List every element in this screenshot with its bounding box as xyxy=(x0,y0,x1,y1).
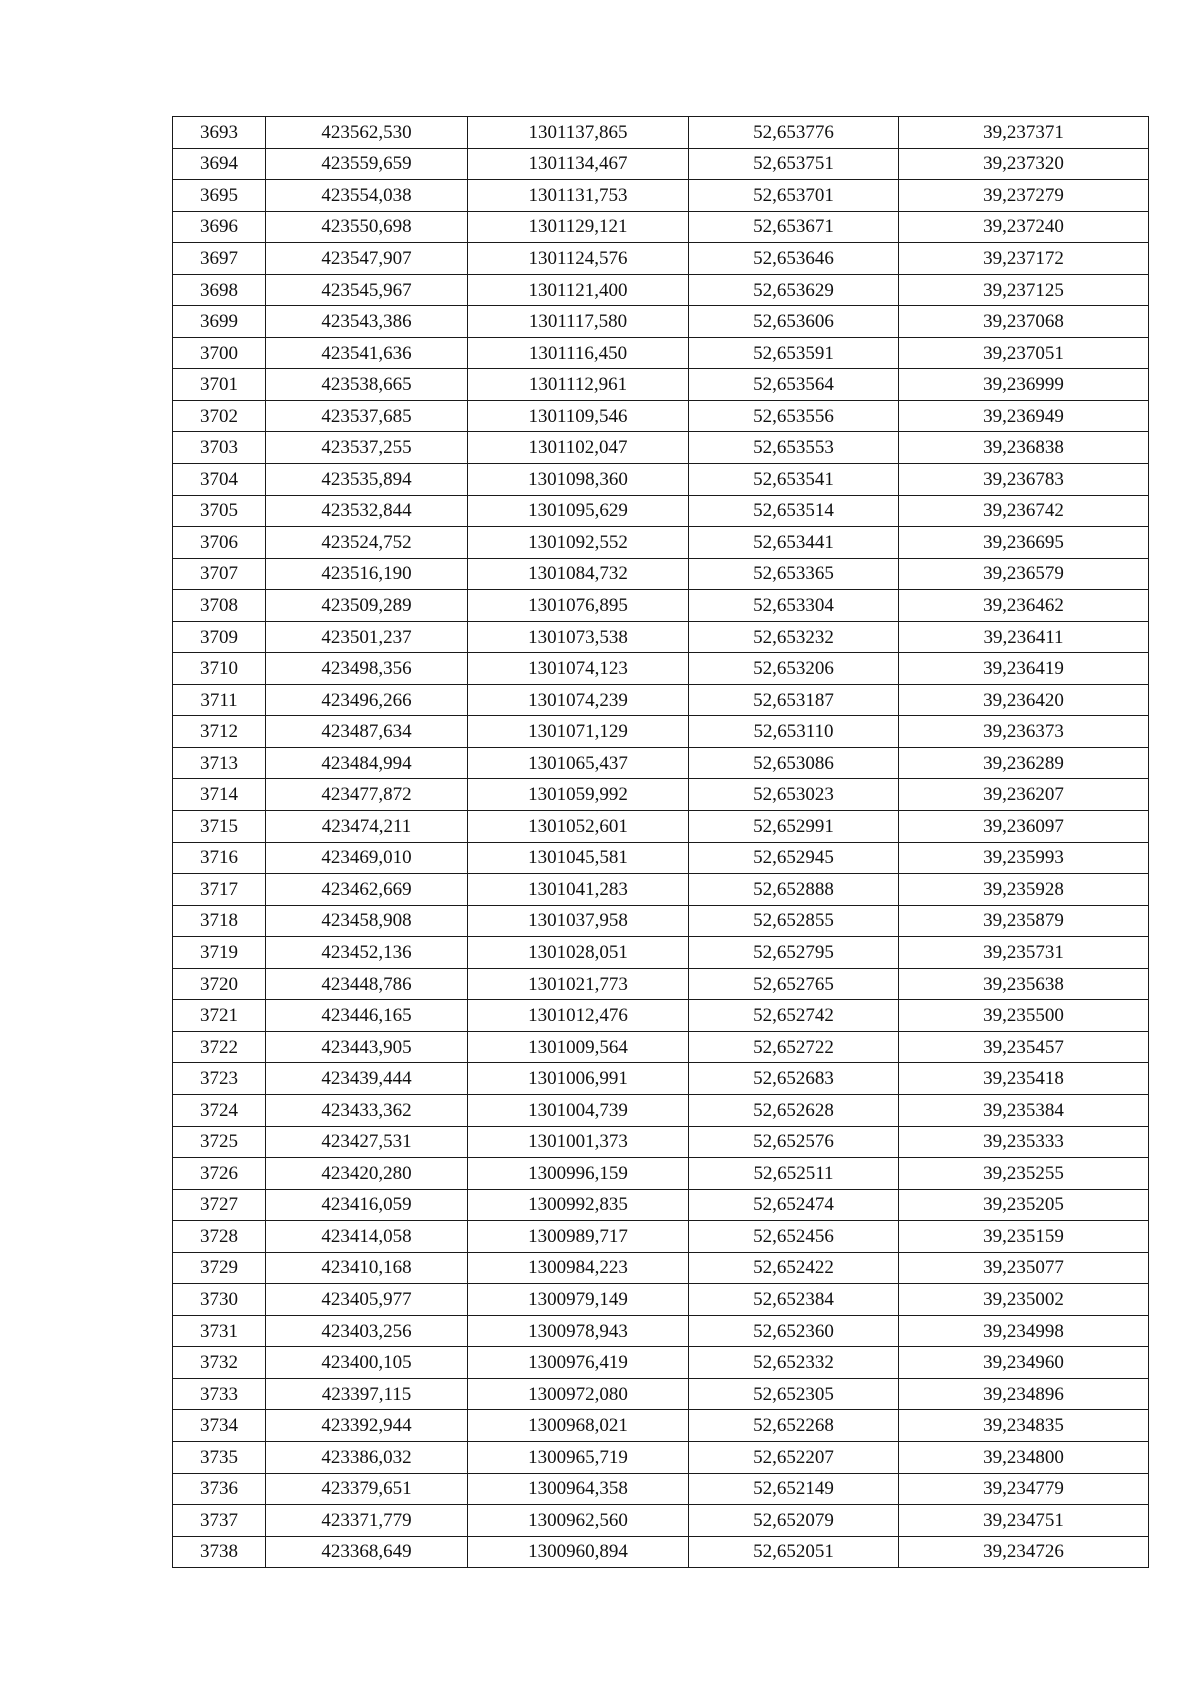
point-number-cell: 3737 xyxy=(173,1505,266,1537)
table-row xyxy=(173,968,1149,1000)
x-coordinate-cell: 423443,905 xyxy=(266,1031,468,1063)
table-row xyxy=(173,274,1149,306)
y-coordinate-cell: 1301092,552 xyxy=(468,527,689,559)
longitude-cell: 39,236289 xyxy=(899,747,1149,779)
point-number-cell: 3735 xyxy=(173,1441,266,1473)
longitude-cell: 39,236373 xyxy=(899,716,1149,748)
longitude-cell: 39,237068 xyxy=(899,306,1149,338)
point-number-cell: 3728 xyxy=(173,1221,266,1253)
y-coordinate-cell: 1301065,437 xyxy=(468,747,689,779)
longitude-cell: 39,237172 xyxy=(899,243,1149,275)
table-row xyxy=(173,747,1149,779)
x-coordinate-cell: 423386,032 xyxy=(266,1441,468,1473)
latitude-cell: 52,652456 xyxy=(689,1221,899,1253)
table-row xyxy=(173,1347,1149,1379)
table-row xyxy=(173,684,1149,716)
latitude-cell: 52,653441 xyxy=(689,527,899,559)
latitude-cell: 52,652149 xyxy=(689,1473,899,1505)
longitude-cell: 39,235002 xyxy=(899,1284,1149,1316)
y-coordinate-cell: 1300989,717 xyxy=(468,1221,689,1253)
table-row xyxy=(173,842,1149,874)
longitude-cell: 39,236949 xyxy=(899,400,1149,432)
point-number-cell: 3733 xyxy=(173,1378,266,1410)
latitude-cell: 52,652051 xyxy=(689,1536,899,1568)
y-coordinate-cell: 1301109,546 xyxy=(468,400,689,432)
latitude-cell: 52,653232 xyxy=(689,621,899,653)
y-coordinate-cell: 1300976,419 xyxy=(468,1347,689,1379)
x-coordinate-cell: 423400,105 xyxy=(266,1347,468,1379)
y-coordinate-cell: 1300984,223 xyxy=(468,1252,689,1284)
table-row xyxy=(173,180,1149,212)
y-coordinate-cell: 1301116,450 xyxy=(468,337,689,369)
longitude-cell: 39,235384 xyxy=(899,1094,1149,1126)
point-number-cell: 3695 xyxy=(173,180,266,212)
y-coordinate-cell: 1301009,564 xyxy=(468,1031,689,1063)
latitude-cell: 52,652888 xyxy=(689,874,899,906)
latitude-cell: 52,652384 xyxy=(689,1284,899,1316)
point-number-cell: 3715 xyxy=(173,811,266,843)
y-coordinate-cell: 1301071,129 xyxy=(468,716,689,748)
longitude-cell: 39,234726 xyxy=(899,1536,1149,1568)
y-coordinate-cell: 1301074,123 xyxy=(468,653,689,685)
y-coordinate-cell: 1301045,581 xyxy=(468,842,689,874)
point-number-cell: 3711 xyxy=(173,684,266,716)
latitude-cell: 52,653023 xyxy=(689,779,899,811)
point-number-cell: 3722 xyxy=(173,1031,266,1063)
table-row xyxy=(173,1315,1149,1347)
x-coordinate-cell: 423509,289 xyxy=(266,590,468,622)
latitude-cell: 52,652628 xyxy=(689,1094,899,1126)
y-coordinate-cell: 1301041,283 xyxy=(468,874,689,906)
longitude-cell: 39,235333 xyxy=(899,1126,1149,1158)
point-number-cell: 3701 xyxy=(173,369,266,401)
y-coordinate-cell: 1300992,835 xyxy=(468,1189,689,1221)
table-row xyxy=(173,400,1149,432)
point-number-cell: 3725 xyxy=(173,1126,266,1158)
latitude-cell: 52,652268 xyxy=(689,1410,899,1442)
y-coordinate-cell: 1300978,943 xyxy=(468,1315,689,1347)
point-number-cell: 3736 xyxy=(173,1473,266,1505)
x-coordinate-cell: 423537,685 xyxy=(266,400,468,432)
y-coordinate-cell: 1301012,476 xyxy=(468,1000,689,1032)
point-number-cell: 3732 xyxy=(173,1347,266,1379)
x-coordinate-cell: 423562,530 xyxy=(266,117,468,149)
coordinates-table-body xyxy=(173,117,1149,1568)
y-coordinate-cell: 1301095,629 xyxy=(468,495,689,527)
point-number-cell: 3700 xyxy=(173,337,266,369)
longitude-cell: 39,234960 xyxy=(899,1347,1149,1379)
latitude-cell: 52,652765 xyxy=(689,968,899,1000)
point-number-cell: 3696 xyxy=(173,211,266,243)
y-coordinate-cell: 1300965,719 xyxy=(468,1441,689,1473)
y-coordinate-cell: 1301137,865 xyxy=(468,117,689,149)
point-number-cell: 3712 xyxy=(173,716,266,748)
table-row xyxy=(173,1189,1149,1221)
latitude-cell: 52,652079 xyxy=(689,1505,899,1537)
table-row xyxy=(173,558,1149,590)
table-row xyxy=(173,1536,1149,1568)
latitude-cell: 52,653553 xyxy=(689,432,899,464)
table-row xyxy=(173,1000,1149,1032)
y-coordinate-cell: 1300979,149 xyxy=(468,1284,689,1316)
x-coordinate-cell: 423416,059 xyxy=(266,1189,468,1221)
longitude-cell: 39,236579 xyxy=(899,558,1149,590)
latitude-cell: 52,652991 xyxy=(689,811,899,843)
longitude-cell: 39,234896 xyxy=(899,1378,1149,1410)
longitude-cell: 39,236419 xyxy=(899,653,1149,685)
x-coordinate-cell: 423397,115 xyxy=(266,1378,468,1410)
x-coordinate-cell: 423496,266 xyxy=(266,684,468,716)
longitude-cell: 39,236411 xyxy=(899,621,1149,653)
point-number-cell: 3699 xyxy=(173,306,266,338)
point-number-cell: 3704 xyxy=(173,464,266,496)
point-number-cell: 3713 xyxy=(173,747,266,779)
x-coordinate-cell: 423458,908 xyxy=(266,905,468,937)
longitude-cell: 39,236097 xyxy=(899,811,1149,843)
latitude-cell: 52,652855 xyxy=(689,905,899,937)
y-coordinate-cell: 1301006,991 xyxy=(468,1063,689,1095)
latitude-cell: 52,652474 xyxy=(689,1189,899,1221)
longitude-cell: 39,235418 xyxy=(899,1063,1149,1095)
x-coordinate-cell: 423427,531 xyxy=(266,1126,468,1158)
y-coordinate-cell: 1301102,047 xyxy=(468,432,689,464)
x-coordinate-cell: 423559,659 xyxy=(266,148,468,180)
point-number-cell: 3730 xyxy=(173,1284,266,1316)
latitude-cell: 52,653751 xyxy=(689,148,899,180)
longitude-cell: 39,236742 xyxy=(899,495,1149,527)
latitude-cell: 52,653110 xyxy=(689,716,899,748)
y-coordinate-cell: 1301052,601 xyxy=(468,811,689,843)
table-row xyxy=(173,590,1149,622)
table-row xyxy=(173,527,1149,559)
longitude-cell: 39,236207 xyxy=(899,779,1149,811)
longitude-cell: 39,237279 xyxy=(899,180,1149,212)
table-row xyxy=(173,874,1149,906)
table-row xyxy=(173,337,1149,369)
latitude-cell: 52,653304 xyxy=(689,590,899,622)
latitude-cell: 52,653206 xyxy=(689,653,899,685)
latitude-cell: 52,653365 xyxy=(689,558,899,590)
x-coordinate-cell: 423452,136 xyxy=(266,937,468,969)
x-coordinate-cell: 423487,634 xyxy=(266,716,468,748)
y-coordinate-cell: 1301129,121 xyxy=(468,211,689,243)
point-number-cell: 3738 xyxy=(173,1536,266,1568)
y-coordinate-cell: 1300972,080 xyxy=(468,1378,689,1410)
y-coordinate-cell: 1301037,958 xyxy=(468,905,689,937)
point-number-cell: 3723 xyxy=(173,1063,266,1095)
latitude-cell: 52,653776 xyxy=(689,117,899,149)
latitude-cell: 52,653556 xyxy=(689,400,899,432)
x-coordinate-cell: 423462,669 xyxy=(266,874,468,906)
table-row xyxy=(173,1158,1149,1190)
longitude-cell: 39,235255 xyxy=(899,1158,1149,1190)
table-row xyxy=(173,716,1149,748)
table-row xyxy=(173,1441,1149,1473)
x-coordinate-cell: 423501,237 xyxy=(266,621,468,653)
point-number-cell: 3693 xyxy=(173,117,266,149)
point-number-cell: 3718 xyxy=(173,905,266,937)
x-coordinate-cell: 423420,280 xyxy=(266,1158,468,1190)
longitude-cell: 39,235993 xyxy=(899,842,1149,874)
point-number-cell: 3727 xyxy=(173,1189,266,1221)
latitude-cell: 52,653606 xyxy=(689,306,899,338)
x-coordinate-cell: 423484,994 xyxy=(266,747,468,779)
y-coordinate-cell: 1301098,360 xyxy=(468,464,689,496)
x-coordinate-cell: 423403,256 xyxy=(266,1315,468,1347)
longitude-cell: 39,236462 xyxy=(899,590,1149,622)
point-number-cell: 3710 xyxy=(173,653,266,685)
x-coordinate-cell: 423469,010 xyxy=(266,842,468,874)
y-coordinate-cell: 1301021,773 xyxy=(468,968,689,1000)
table-row xyxy=(173,1031,1149,1063)
y-coordinate-cell: 1301004,739 xyxy=(468,1094,689,1126)
latitude-cell: 52,652945 xyxy=(689,842,899,874)
point-number-cell: 3716 xyxy=(173,842,266,874)
latitude-cell: 52,652305 xyxy=(689,1378,899,1410)
x-coordinate-cell: 423532,844 xyxy=(266,495,468,527)
point-number-cell: 3706 xyxy=(173,527,266,559)
latitude-cell: 52,652332 xyxy=(689,1347,899,1379)
latitude-cell: 52,653541 xyxy=(689,464,899,496)
longitude-cell: 39,237240 xyxy=(899,211,1149,243)
y-coordinate-cell: 1300962,560 xyxy=(468,1505,689,1537)
longitude-cell: 39,236999 xyxy=(899,369,1149,401)
latitude-cell: 52,652207 xyxy=(689,1441,899,1473)
y-coordinate-cell: 1300968,021 xyxy=(468,1410,689,1442)
x-coordinate-cell: 423543,386 xyxy=(266,306,468,338)
latitude-cell: 52,653514 xyxy=(689,495,899,527)
y-coordinate-cell: 1300960,894 xyxy=(468,1536,689,1568)
latitude-cell: 52,653629 xyxy=(689,274,899,306)
x-coordinate-cell: 423535,894 xyxy=(266,464,468,496)
table-row xyxy=(173,1473,1149,1505)
latitude-cell: 52,652511 xyxy=(689,1158,899,1190)
longitude-cell: 39,234998 xyxy=(899,1315,1149,1347)
point-number-cell: 3721 xyxy=(173,1000,266,1032)
longitude-cell: 39,236420 xyxy=(899,684,1149,716)
table-row xyxy=(173,905,1149,937)
point-number-cell: 3719 xyxy=(173,937,266,969)
table-row xyxy=(173,1063,1149,1095)
point-number-cell: 3702 xyxy=(173,400,266,432)
x-coordinate-cell: 423405,977 xyxy=(266,1284,468,1316)
latitude-cell: 52,652422 xyxy=(689,1252,899,1284)
point-number-cell: 3709 xyxy=(173,621,266,653)
table-row xyxy=(173,464,1149,496)
y-coordinate-cell: 1301028,051 xyxy=(468,937,689,969)
point-number-cell: 3697 xyxy=(173,243,266,275)
point-number-cell: 3734 xyxy=(173,1410,266,1442)
longitude-cell: 39,235638 xyxy=(899,968,1149,1000)
longitude-cell: 39,237371 xyxy=(899,117,1149,149)
longitude-cell: 39,235500 xyxy=(899,1000,1149,1032)
x-coordinate-cell: 423392,944 xyxy=(266,1410,468,1442)
longitude-cell: 39,236695 xyxy=(899,527,1149,559)
point-number-cell: 3705 xyxy=(173,495,266,527)
longitude-cell: 39,234835 xyxy=(899,1410,1149,1442)
y-coordinate-cell: 1301059,992 xyxy=(468,779,689,811)
point-number-cell: 3726 xyxy=(173,1158,266,1190)
point-number-cell: 3731 xyxy=(173,1315,266,1347)
y-coordinate-cell: 1301131,753 xyxy=(468,180,689,212)
longitude-cell: 39,235077 xyxy=(899,1252,1149,1284)
table-row xyxy=(173,1221,1149,1253)
longitude-cell: 39,237051 xyxy=(899,337,1149,369)
table-row xyxy=(173,937,1149,969)
x-coordinate-cell: 423474,211 xyxy=(266,811,468,843)
longitude-cell: 39,236838 xyxy=(899,432,1149,464)
latitude-cell: 52,653564 xyxy=(689,369,899,401)
longitude-cell: 39,234779 xyxy=(899,1473,1149,1505)
longitude-cell: 39,234751 xyxy=(899,1505,1149,1537)
x-coordinate-cell: 423433,362 xyxy=(266,1094,468,1126)
y-coordinate-cell: 1301117,580 xyxy=(468,306,689,338)
point-number-cell: 3694 xyxy=(173,148,266,180)
x-coordinate-cell: 423439,444 xyxy=(266,1063,468,1095)
table-row xyxy=(173,1378,1149,1410)
table-row xyxy=(173,148,1149,180)
latitude-cell: 52,653671 xyxy=(689,211,899,243)
table-row xyxy=(173,495,1149,527)
table-row xyxy=(173,779,1149,811)
longitude-cell: 39,237125 xyxy=(899,274,1149,306)
point-number-cell: 3698 xyxy=(173,274,266,306)
point-number-cell: 3717 xyxy=(173,874,266,906)
y-coordinate-cell: 1301084,732 xyxy=(468,558,689,590)
latitude-cell: 52,653086 xyxy=(689,747,899,779)
y-coordinate-cell: 1301074,239 xyxy=(468,684,689,716)
latitude-cell: 52,652742 xyxy=(689,1000,899,1032)
longitude-cell: 39,235731 xyxy=(899,937,1149,969)
latitude-cell: 52,652795 xyxy=(689,937,899,969)
table-row xyxy=(173,306,1149,338)
x-coordinate-cell: 423368,649 xyxy=(266,1536,468,1568)
table-row xyxy=(173,1410,1149,1442)
x-coordinate-cell: 423554,038 xyxy=(266,180,468,212)
latitude-cell: 52,653701 xyxy=(689,180,899,212)
y-coordinate-cell: 1301124,576 xyxy=(468,243,689,275)
x-coordinate-cell: 423446,165 xyxy=(266,1000,468,1032)
table-row xyxy=(173,211,1149,243)
x-coordinate-cell: 423414,058 xyxy=(266,1221,468,1253)
table-row xyxy=(173,117,1149,149)
y-coordinate-cell: 1301001,373 xyxy=(468,1126,689,1158)
x-coordinate-cell: 423379,651 xyxy=(266,1473,468,1505)
x-coordinate-cell: 423541,636 xyxy=(266,337,468,369)
table-row xyxy=(173,1284,1149,1316)
table-row xyxy=(173,432,1149,464)
table-row xyxy=(173,621,1149,653)
table-row xyxy=(173,1094,1149,1126)
point-number-cell: 3708 xyxy=(173,590,266,622)
latitude-cell: 52,652683 xyxy=(689,1063,899,1095)
x-coordinate-cell: 423537,255 xyxy=(266,432,468,464)
point-number-cell: 3703 xyxy=(173,432,266,464)
longitude-cell: 39,235457 xyxy=(899,1031,1149,1063)
longitude-cell: 39,235879 xyxy=(899,905,1149,937)
longitude-cell: 39,235928 xyxy=(899,874,1149,906)
x-coordinate-cell: 423547,907 xyxy=(266,243,468,275)
x-coordinate-cell: 423538,665 xyxy=(266,369,468,401)
point-number-cell: 3707 xyxy=(173,558,266,590)
coordinates-table xyxy=(172,116,1149,1568)
longitude-cell: 39,235159 xyxy=(899,1221,1149,1253)
latitude-cell: 52,652722 xyxy=(689,1031,899,1063)
latitude-cell: 52,652360 xyxy=(689,1315,899,1347)
table-row xyxy=(173,811,1149,843)
y-coordinate-cell: 1300996,159 xyxy=(468,1158,689,1190)
x-coordinate-cell: 423448,786 xyxy=(266,968,468,1000)
table-row xyxy=(173,1505,1149,1537)
point-number-cell: 3720 xyxy=(173,968,266,1000)
longitude-cell: 39,237320 xyxy=(899,148,1149,180)
x-coordinate-cell: 423550,698 xyxy=(266,211,468,243)
x-coordinate-cell: 423477,872 xyxy=(266,779,468,811)
point-number-cell: 3714 xyxy=(173,779,266,811)
y-coordinate-cell: 1301134,467 xyxy=(468,148,689,180)
longitude-cell: 39,236783 xyxy=(899,464,1149,496)
point-number-cell: 3729 xyxy=(173,1252,266,1284)
x-coordinate-cell: 423524,752 xyxy=(266,527,468,559)
table-row xyxy=(173,243,1149,275)
y-coordinate-cell: 1301121,400 xyxy=(468,274,689,306)
latitude-cell: 52,653187 xyxy=(689,684,899,716)
y-coordinate-cell: 1301073,538 xyxy=(468,621,689,653)
latitude-cell: 52,652576 xyxy=(689,1126,899,1158)
y-coordinate-cell: 1301112,961 xyxy=(468,369,689,401)
y-coordinate-cell: 1300964,358 xyxy=(468,1473,689,1505)
x-coordinate-cell: 423545,967 xyxy=(266,274,468,306)
table-row xyxy=(173,1126,1149,1158)
table-row xyxy=(173,653,1149,685)
x-coordinate-cell: 423371,779 xyxy=(266,1505,468,1537)
latitude-cell: 52,653646 xyxy=(689,243,899,275)
x-coordinate-cell: 423498,356 xyxy=(266,653,468,685)
longitude-cell: 39,234800 xyxy=(899,1441,1149,1473)
point-number-cell: 3724 xyxy=(173,1094,266,1126)
table-row xyxy=(173,1252,1149,1284)
latitude-cell: 52,653591 xyxy=(689,337,899,369)
x-coordinate-cell: 423516,190 xyxy=(266,558,468,590)
y-coordinate-cell: 1301076,895 xyxy=(468,590,689,622)
longitude-cell: 39,235205 xyxy=(899,1189,1149,1221)
x-coordinate-cell: 423410,168 xyxy=(266,1252,468,1284)
table-row xyxy=(173,369,1149,401)
